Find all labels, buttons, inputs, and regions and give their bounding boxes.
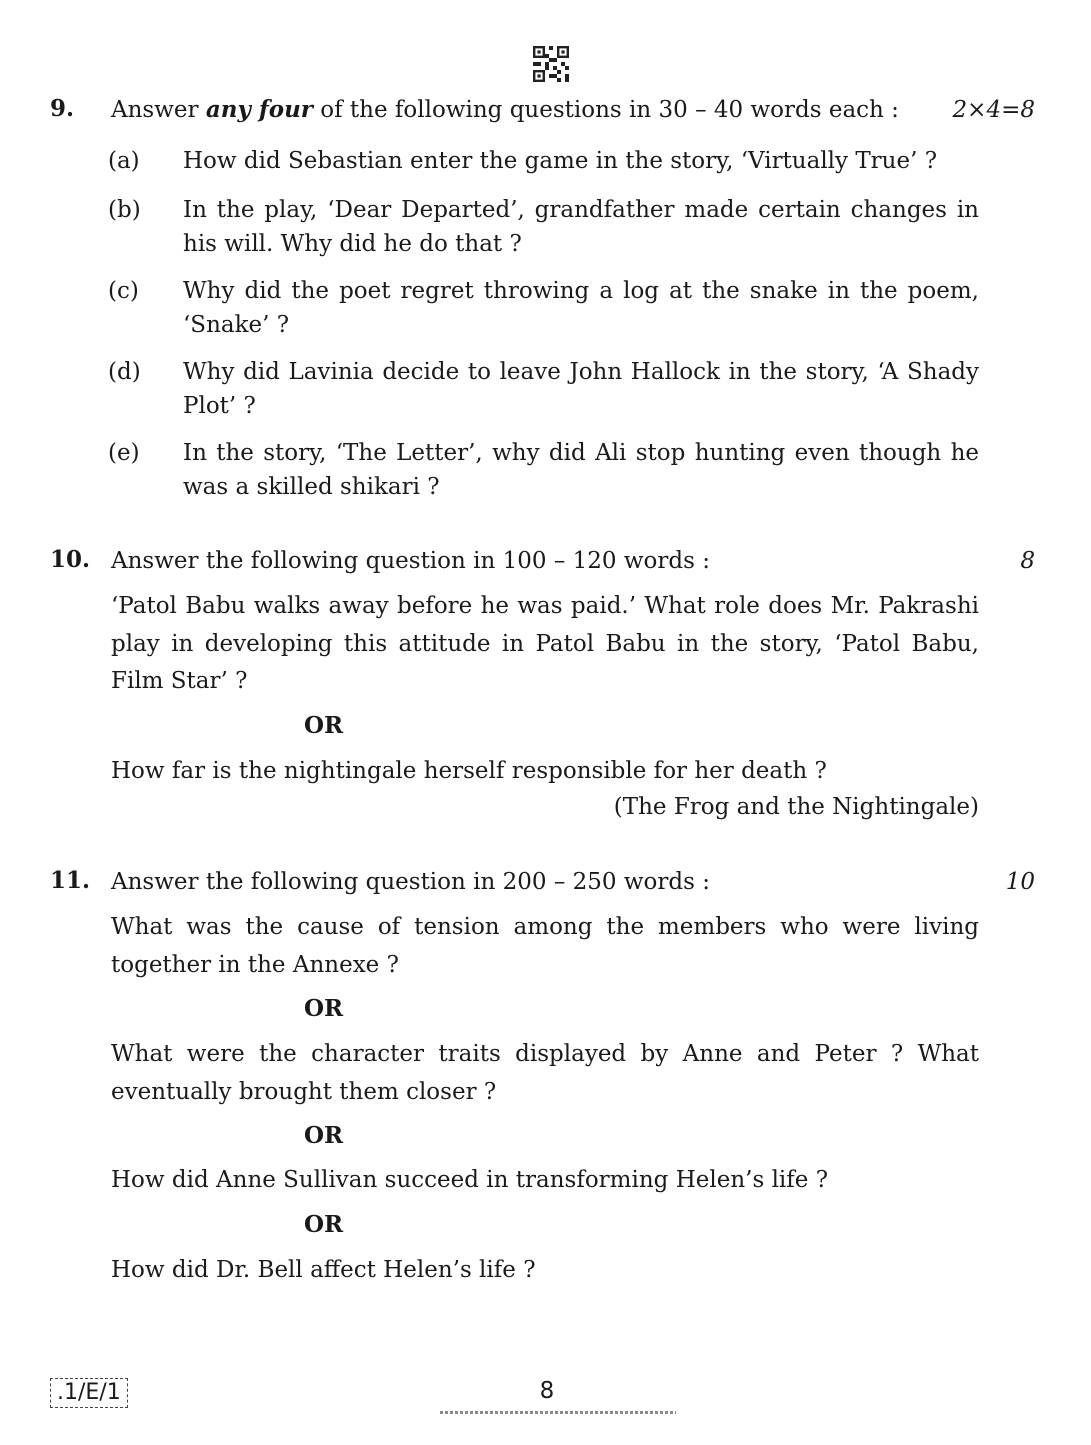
question-number: 9. — [50, 95, 75, 122]
answer-option: How did Dr. Bell affect Helen’s life ? — [111, 1257, 536, 1283]
paper-code: .1/E/1 — [50, 1378, 128, 1408]
sub-question-text: Why did Lavinia decide to leave John Hallock in the story, ‘A Shady Plot’ ? — [183, 359, 979, 419]
question-marks: 2×4=8 — [952, 97, 1035, 123]
micro-text-strip — [440, 1411, 676, 1414]
sub-question-text: In the play, ‘Dear Departed’, grandfather made certain changes in his will. Why did he do that ? — [183, 197, 979, 257]
prompt-post: of the following questions in 30 – 40 words each : — [312, 97, 899, 123]
prompt-pre: Answer — [111, 97, 206, 123]
sub-question-label: (a) — [108, 148, 140, 174]
sub-question-label: (d) — [108, 359, 141, 385]
question-number: 11. — [50, 867, 91, 894]
qr-code-icon — [533, 46, 569, 82]
prompt-emphasis: any four — [205, 96, 313, 123]
answer-option: How did Anne Sullivan succeed in transforming Helen’s life ? — [111, 1167, 829, 1193]
question-marks: 8 — [1020, 548, 1035, 574]
answer-option: What were the character traits displayed by Anne and Peter ? What eventually brought them closer ? — [111, 1041, 979, 1105]
answer-option: What was the cause of tension among the members who were living together in the Annexe ? — [111, 914, 979, 978]
sub-question-label: (c) — [108, 278, 139, 304]
sub-question-label: (e) — [108, 440, 140, 466]
source-reference: (The Frog and the Nightingale) — [613, 794, 979, 820]
or-separator: OR — [304, 1211, 344, 1238]
question-marks: 10 — [1005, 869, 1035, 895]
question-prompt — [111, 93, 899, 127]
answer-option: ‘Patol Babu walks away before he was paid.’ What role does Mr. Pakrashi play in developing this attitude in Patol Babu in the story, ‘Patol Babu, Film Star’ ? — [111, 593, 979, 694]
question-prompt: Answer the following question in 200 – 250 words : — [111, 869, 710, 895]
sub-question-text: How did Sebastian enter the game in the story, ‘Virtually True’ ? — [183, 148, 938, 174]
or-separator: OR — [304, 995, 344, 1022]
page-number: 8 — [539, 1378, 555, 1404]
answer-option: How far is the nightingale herself responsible for her death ? — [111, 758, 827, 784]
question-prompt: Answer the following question in 100 – 120 words : — [111, 548, 710, 574]
sub-question-text: In the story, ‘The Letter’, why did Ali stop hunting even though he was a skilled shikari ? — [183, 440, 979, 500]
or-separator: OR — [304, 712, 344, 739]
sub-question-text: Why did the poet regret throwing a log at the snake in the poem, ‘Snake’ ? — [183, 278, 979, 338]
question-number: 10. — [50, 546, 91, 573]
sub-question-label: (b) — [108, 197, 141, 223]
or-separator: OR — [304, 1122, 344, 1149]
